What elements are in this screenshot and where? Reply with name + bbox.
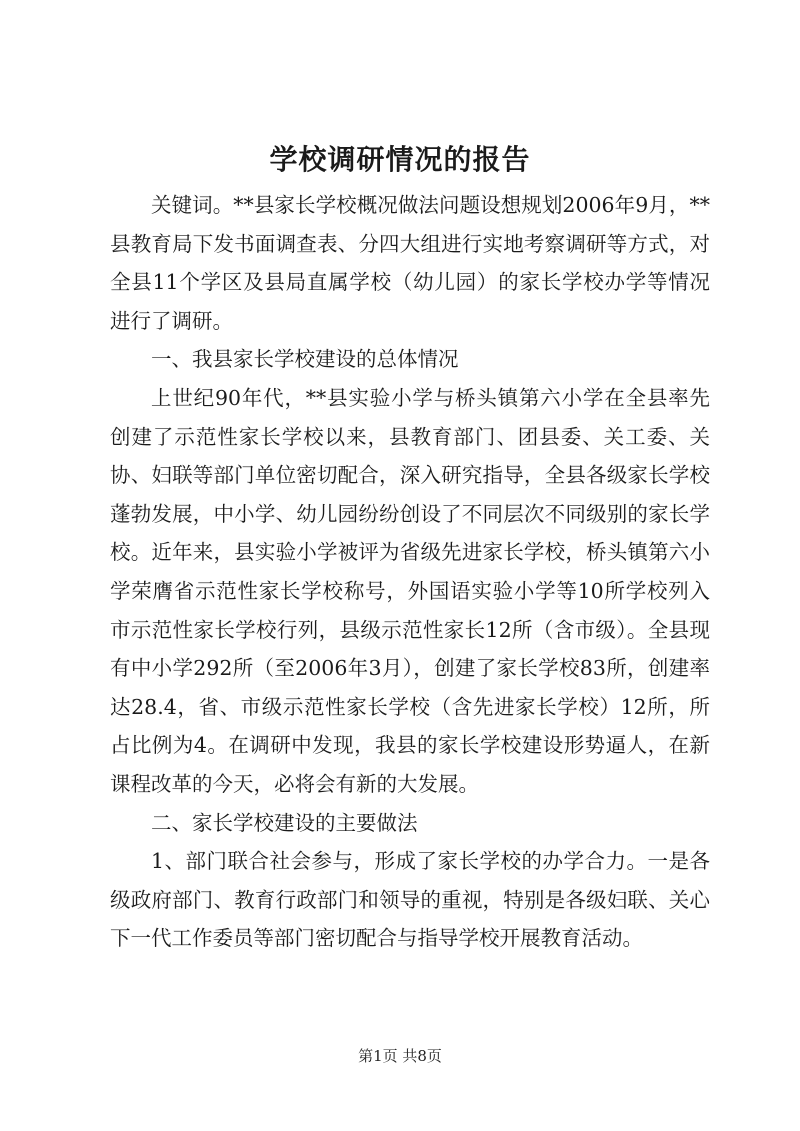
section-2-paragraph: 1、部门联合社会参与，形成了家长学校的办学合力。一是各级政府部门、教育行政部门和领导的重视，特别是各级妇联、关心下一代工作委员等部门密切配合与指导学校开展教育活动。 <box>110 849 710 951</box>
section-1-paragraph: 上世纪90年代，**县实验小学与桥头镇第六小学在全县率先创建了示范性家长学校以来，县教育部门、团县委、关工委、关协、妇联等部门单位密切配合，深入研究指导，全县各级家长学校蓬勃发展，中小学、幼儿园纷纷创设了不同层次不同级别的家长学校。近年来，县实验小学被评为省级先进家长学校，桥头镇第六小学荣膺省示范性家长学校称号，外国语实验小学等10所学校列入市示范性家长学校行列，县级示范性家长12所（含市级）。全县现有中小学292所（至2006年3月），创建了家长学校83所，创建率达28.4，省、市级示范性家长学校（含先进家长学校）12所，所占比例为4。在调研中发现，我县的家长学校建设形势逼人，在新课程改革的今天，必将会有新的大发展。 <box>110 385 710 796</box>
document-title: 学校调研情况的报告 <box>269 143 531 176</box>
page-footer: 第1页 共8页 <box>358 1047 442 1065</box>
section-1-heading: 一、我县家长学校建设的总体情况 <box>151 347 459 372</box>
intro-paragraph: 关键词。**县家长学校概况做法问题设想规划2006年9月，**县教育局下发书面调查表、分四大组进行实地考察调研等方式，对全县11个学区及县局直属学校（幼儿园）的家长学校办学等情况进行了调研。 <box>110 193 710 333</box>
document-body <box>110 186 710 958</box>
section-2-heading: 二、家长学校建设的主要做法 <box>151 810 418 835</box>
